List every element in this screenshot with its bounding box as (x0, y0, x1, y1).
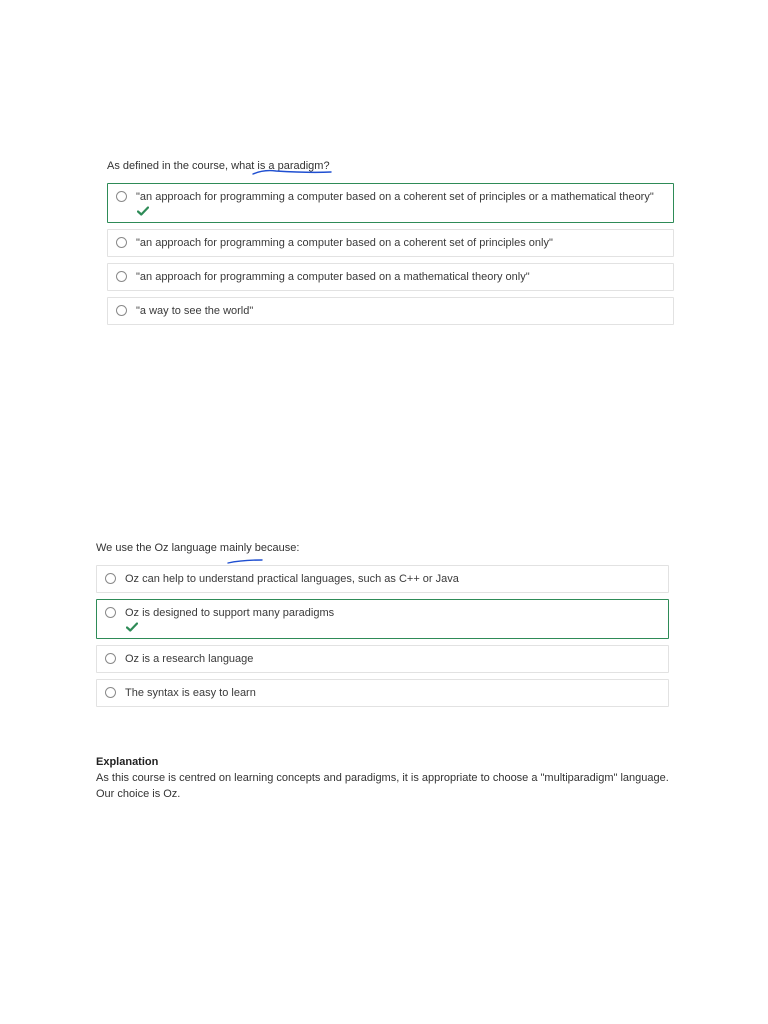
question-2 (96, 540, 669, 713)
q1-option-1-text: "an approach for programming a computer based on a coherent set of principles or a mathematical theory" (136, 191, 654, 203)
explanation-text: As this course is centred on learning concepts and paradigms, it is appropriate to choose a "multiparadigm" language. Our choice is Oz. (96, 772, 669, 800)
q2-option-2-text: Oz is designed to support many paradigms (125, 607, 335, 619)
question-2-prompt (96, 540, 669, 556)
radio-button-icon[interactable] (116, 191, 127, 202)
question-2-prompt-text: We use the Oz language mainly because: (96, 542, 300, 554)
radio-button-icon[interactable] (105, 687, 116, 698)
question-1-prompt-text: As defined in the course, what is a paradigm? (107, 160, 330, 172)
q2-option-4-text: The syntax is easy to learn (125, 687, 256, 699)
q1-option-2-text: "an approach for programming a computer based on a coherent set of principles only" (136, 237, 553, 249)
radio-button-icon[interactable] (116, 305, 127, 316)
q2-option-4[interactable] (96, 679, 669, 707)
q2-option-1[interactable] (96, 565, 669, 593)
question-1-prompt (107, 158, 674, 174)
q1-option-4-text: "a way to see the world" (136, 305, 254, 317)
check-icon (126, 622, 138, 632)
q2-option-3[interactable] (96, 645, 669, 673)
radio-button-icon[interactable] (116, 271, 127, 282)
q1-option-1[interactable] (107, 183, 674, 223)
explanation-title: Explanation (96, 756, 159, 768)
q2-option-2[interactable] (96, 599, 669, 639)
radio-button-icon[interactable] (116, 237, 127, 248)
explanation (96, 754, 676, 802)
q1-option-3-text: "an approach for programming a computer based on a mathematical theory only" (136, 271, 530, 283)
q1-option-4[interactable] (107, 297, 674, 325)
radio-button-icon[interactable] (105, 653, 116, 664)
radio-button-icon[interactable] (105, 607, 116, 618)
q1-option-3[interactable] (107, 263, 674, 291)
q2-option-1-text: Oz can help to understand practical languages, such as C++ or Java (125, 573, 459, 585)
q2-option-3-text: Oz is a research language (125, 653, 254, 665)
check-icon (137, 206, 149, 216)
radio-button-icon[interactable] (105, 573, 116, 584)
question-1 (107, 158, 674, 331)
q1-option-2[interactable] (107, 229, 674, 257)
